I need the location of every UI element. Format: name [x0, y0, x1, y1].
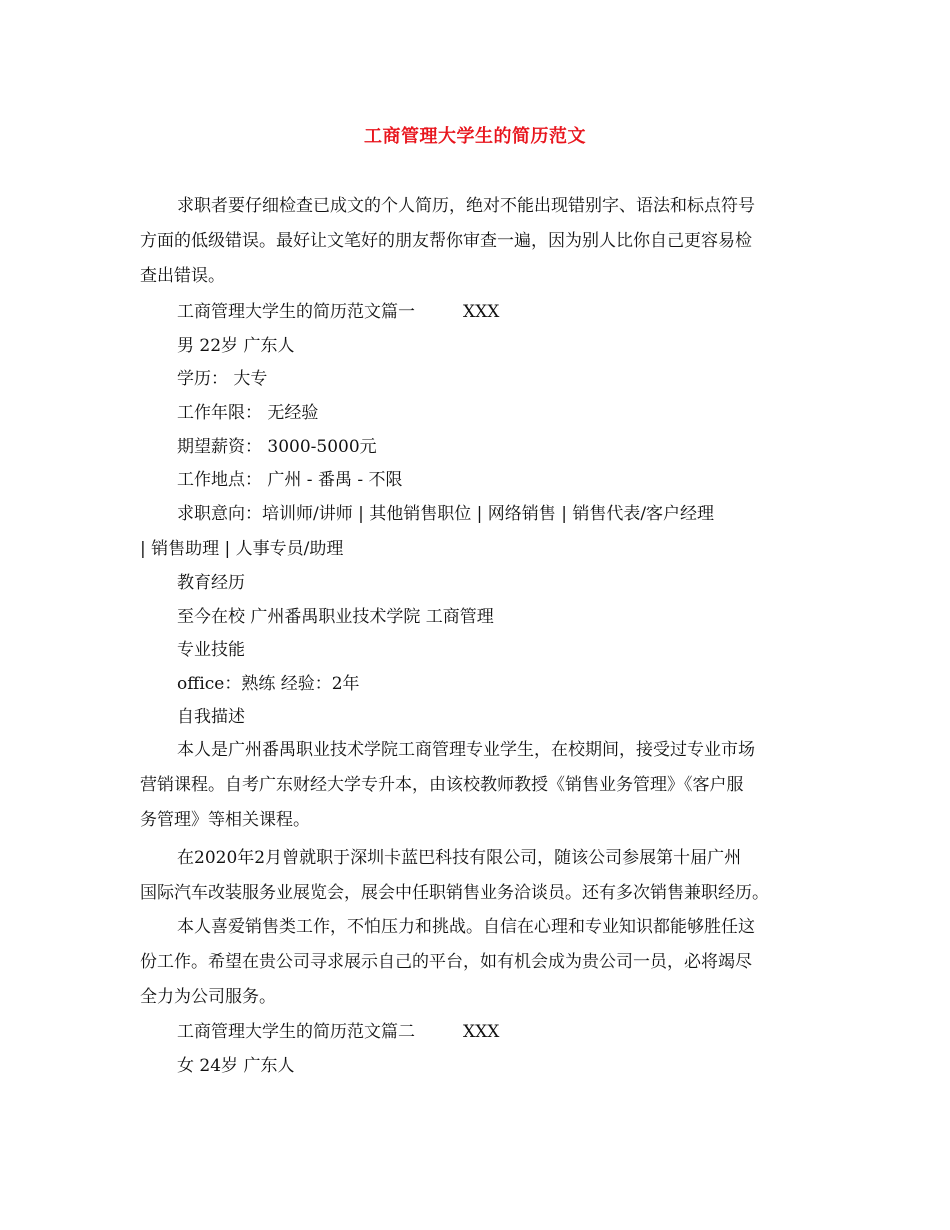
resume1-para2-line-1: 在2020年2月曾就职于深圳卡蓝巴科技有限公司，随该公司参展第十届广州 [177, 848, 742, 868]
resume1-para1-line-3: 务管理》等相关课程。 [140, 810, 310, 830]
resume1-name: XXX [463, 302, 500, 322]
resume1-para2-line-2: 国际汽车改装服务业展览会，展会中任职销售业务洽谈员。还有多次销售兼职经历。 [140, 883, 769, 903]
resume2-name: XXX [463, 1022, 500, 1042]
resume1-para1-line-1: 本人是广州番禺职业技术学院工商管理专业学生，在校期间，接受过专业市场 [177, 740, 755, 760]
intro-line-3: 查出错误。 [140, 266, 225, 286]
resume1-skills-heading: 专业技能 [177, 640, 245, 660]
resume1-intent-line-1: 求职意向：培训师/讲师 | 其他销售职位 | 网络销售 | 销售代表/客户经理 [177, 504, 715, 524]
intro-line-2: 方面的低级错误。最好让文笔好的朋友帮你审查一遍，因为别人比你自己更容易检 [140, 231, 752, 251]
document-title: 工商管理大学生的简历范文 [364, 126, 586, 147]
resume2-basic: 女 24岁 广东人 [177, 1056, 295, 1076]
resume1-education-level: 学历： 大专 [177, 369, 268, 389]
resume1-intent-line-2: | 销售助理 | 人事专员/助理 [140, 539, 344, 559]
resume1-edu-detail: 至今在校 广州番禺职业技术学院 工商管理 [177, 607, 494, 627]
resume2-heading-row [177, 1020, 857, 1044]
resume1-para3-line-2: 份工作。希望在贵公司寻求展示自己的平台，如有机会成为贵公司一员，必将竭尽 [140, 952, 752, 972]
resume1-heading-row [177, 300, 857, 324]
resume1-edu-heading: 教育经历 [177, 573, 245, 593]
resume1-salary: 期望薪资： 3000-5000元 [177, 437, 377, 457]
resume1-para3-line-1: 本人喜爱销售类工作，不怕压力和挑战。自信在心理和专业知识都能够胜任这 [177, 917, 755, 937]
resume1-heading: 工商管理大学生的简历范文篇一 [177, 302, 415, 322]
resume1-para1-line-2: 营销课程。自考广东财经大学专升本，由该校教师教授《销售业务管理》《客户服 [140, 775, 744, 795]
resume1-location: 工作地点： 广州 - 番禺 - 不限 [177, 470, 403, 490]
resume1-skills-detail: office：熟练 经验：2年 [177, 674, 360, 694]
intro-line-1: 求职者要仔细检查已成文的个人简历，绝对不能出现错别字、语法和标点符号 [177, 196, 755, 216]
resume2-heading: 工商管理大学生的简历范文篇二 [177, 1022, 415, 1042]
resume1-self-heading: 自我描述 [177, 707, 245, 727]
resume1-basic: 男 22岁 广东人 [177, 336, 295, 356]
resume1-para3-line-3: 全力为公司服务。 [140, 987, 276, 1007]
resume1-work-years: 工作年限： 无经验 [177, 403, 319, 423]
